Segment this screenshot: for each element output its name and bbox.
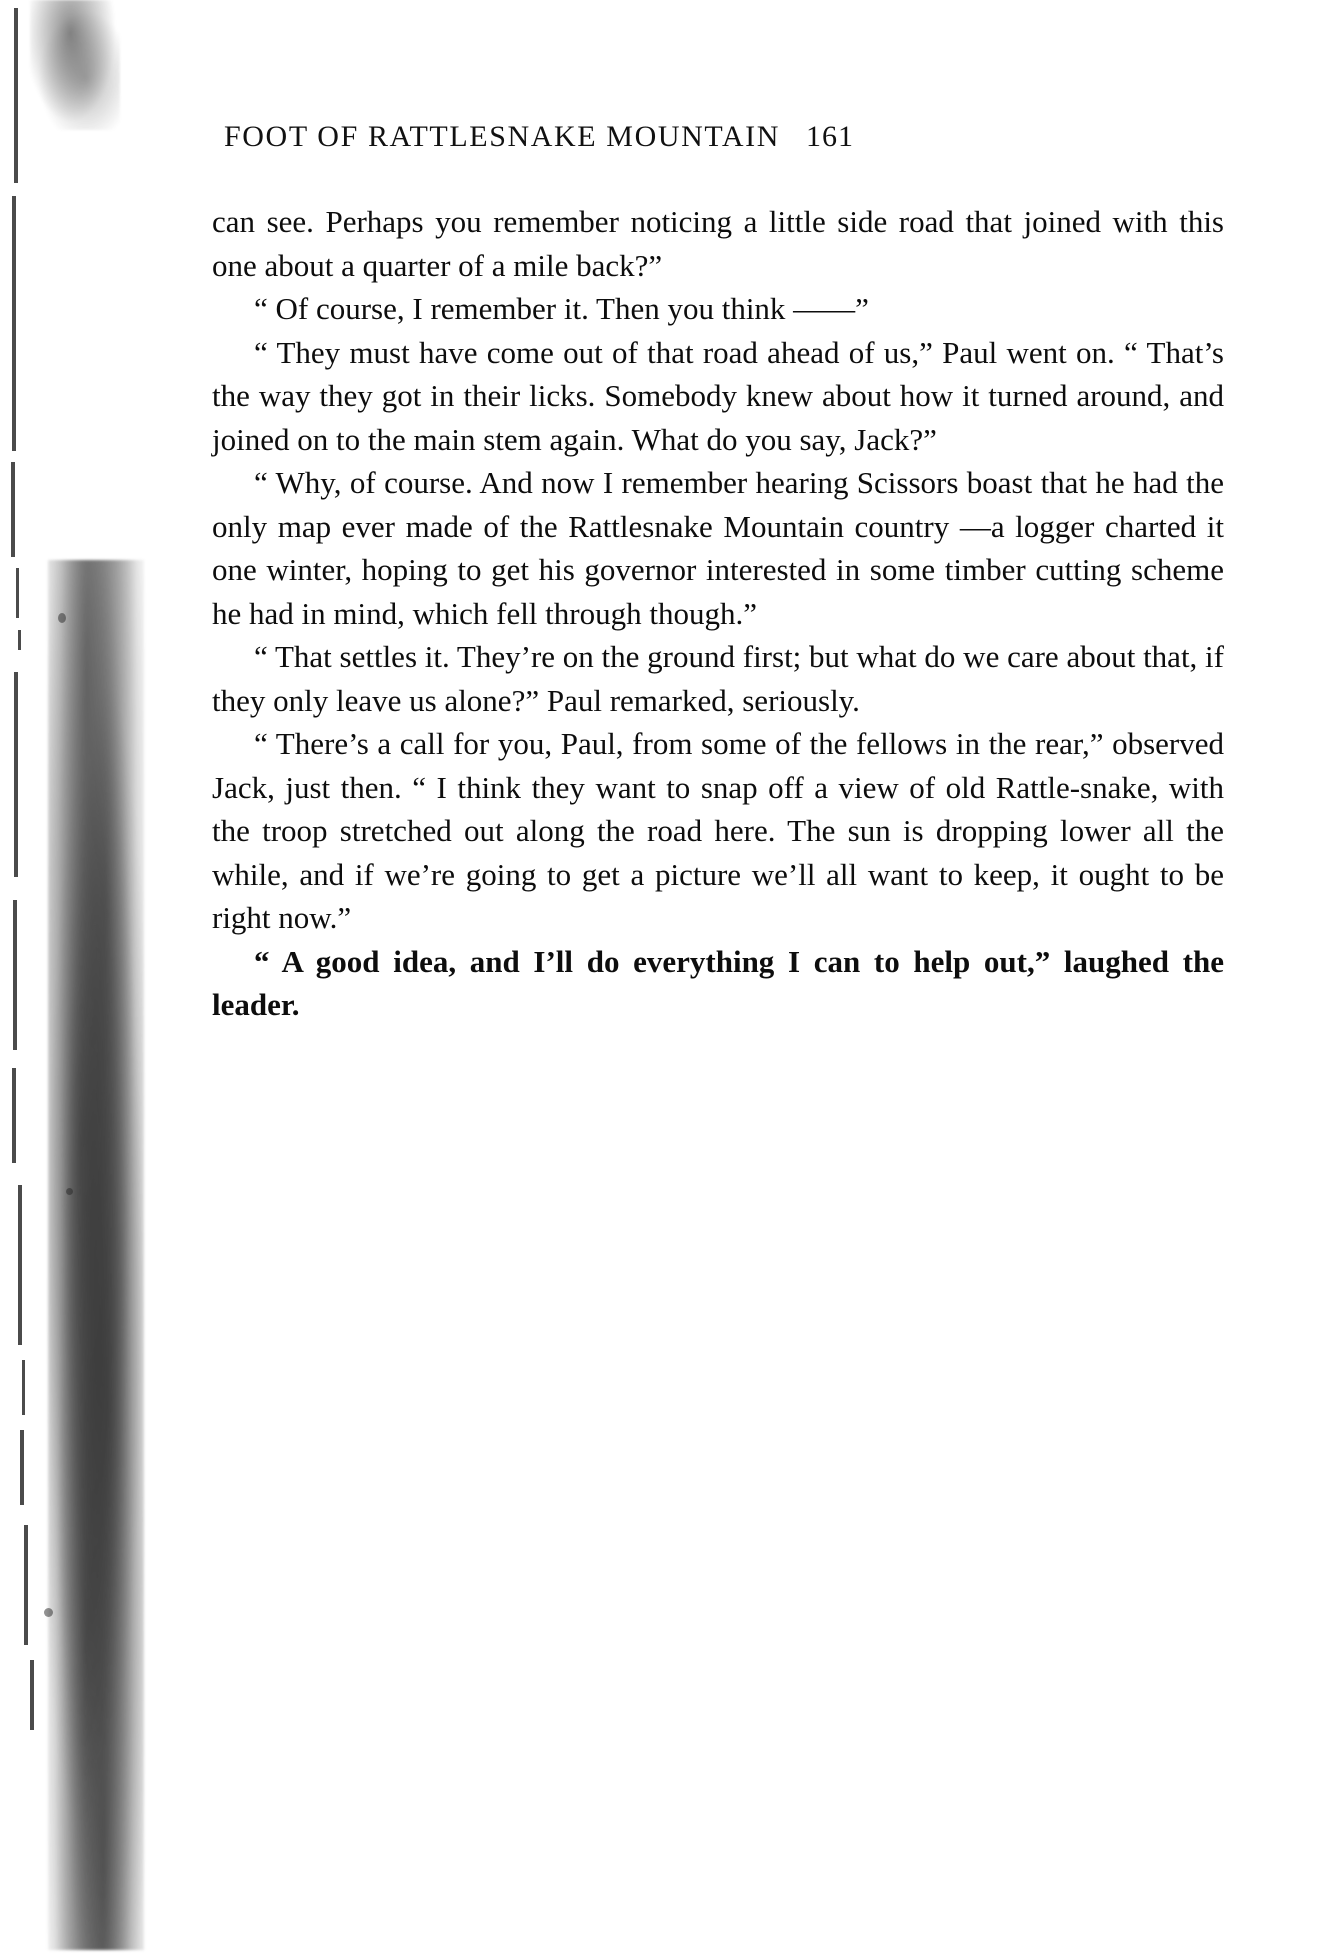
running-head-title: FOOT OF RATTLESNAKE MOUNTAIN: [224, 120, 781, 153]
page-number: 161: [806, 120, 855, 153]
scan-edge-artifacts: [0, 0, 180, 1953]
page-body-text: [212, 200, 1224, 1027]
paragraph: “ There’s a call for you, Paul, from some of the fellows in the rear,” observed Jack, just then. “ I think they want to snap off a view of old Rattle-snake, with the troop stretched out along the road here. The sun is dropping lower all the while, and if we’re going to get a picture we’ll all want to keep, it ought to be right now.”: [212, 726, 1224, 935]
ink-speck: [58, 613, 66, 623]
page-corner-smudge: [30, 0, 120, 130]
ink-speck: [44, 1608, 53, 1617]
gutter-line-segment: [14, 672, 18, 877]
paragraph: can see. Perhaps you remember noticing a little side road that joined with this one about a quarter of a mile back?”: [212, 204, 1224, 283]
gutter-line-segment: [16, 568, 19, 618]
gutter-line-segment: [12, 1068, 16, 1163]
gutter-line-segment: [20, 1430, 24, 1505]
gutter-line-segment: [24, 1525, 28, 1645]
gutter-line-segment: [14, 8, 18, 183]
gutter-line-segment: [13, 900, 17, 1050]
paragraph: “ Why, of course. And now I remember hearing Scissors boast that he had the only map ever made of the Rattlesnake Mountain country —a logger charted it one winter, hoping to get his governor interested in some timber cutting scheme he had in mind, which fell through though.”: [212, 465, 1224, 631]
paragraph: “ They must have come out of that road ahead of us,” Paul went on. “ That’s the way they got in their licks. Somebody knew about how it turned around, and joined on to the main stem again. What do you say, Jack?”: [212, 334, 1224, 457]
book-page: [212, 120, 1224, 1027]
gutter-line-segment: [18, 1185, 22, 1345]
gutter-line-segment: [22, 1360, 25, 1415]
gutter-line-segment: [11, 462, 15, 557]
paragraph: “ That settles it. They’re on the ground first; but what do we care about that, if they only leave us alone?” Paul remarked, seriously.: [212, 639, 1224, 718]
page-smudge: [48, 560, 144, 1950]
paragraph: “ A good idea, and I’ll do everything I can to help out,” laughed the leader.: [212, 943, 1224, 1022]
gutter-line-segment: [18, 630, 21, 650]
gutter-line-segment: [30, 1660, 34, 1730]
ink-speck: [66, 1188, 73, 1195]
paragraph: “ Of course, I remember it. Then you think ——”: [254, 291, 869, 326]
running-head: [224, 120, 1224, 154]
gutter-line-segment: [12, 196, 16, 451]
